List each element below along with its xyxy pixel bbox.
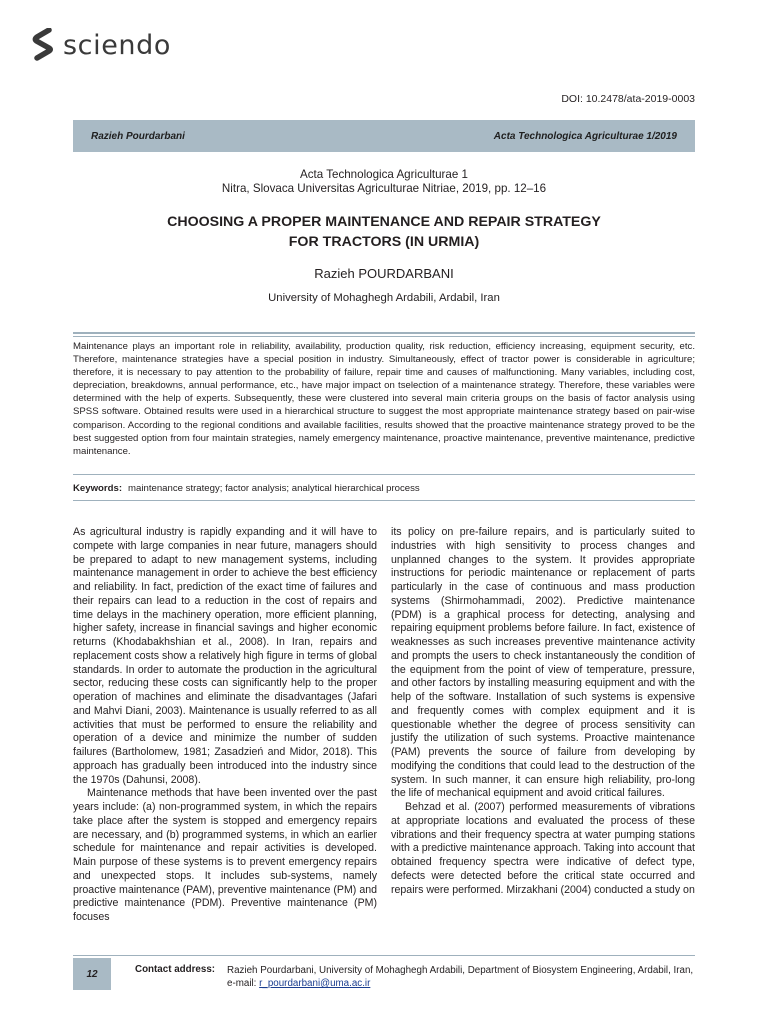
- brand-name: sciendo: [63, 29, 171, 61]
- header-author: Razieh Pourdarbani: [91, 130, 185, 142]
- keywords-text: maintenance strategy; factor analysis; analytical hierarchical process: [128, 483, 420, 494]
- journal-name: Acta Technologica Agriculturae 1: [299, 168, 468, 181]
- contact-address: [227, 964, 695, 990]
- keywords-top-rule: [73, 474, 695, 475]
- keywords-bottom-rule: [73, 500, 695, 501]
- footer-rule: [73, 955, 695, 956]
- body-paragraph: Behzad et al. (2007) performed measurements of vibrations at appropriate locations and evaluated the process of these vibrations and their frequency spectra at water pumping stations with a predictive maintenance approach. Taking into account that obtained frequency spectra were indicative of defect type, defects were detected before the critical state occurred and repairs were performed. Mirzakhani (2004) conducted a study on: [391, 801, 695, 896]
- body-paragraph: As agricultural industry is rapidly expanding and it will have to compete with large companies in near future, managers should be prepared to adapt to new management systems, including maintenance management in order to achieve the best efficiency and reliability. In fact, prediction of the exact time of failures and their repairs can lead to a reduction in the cost of repairs and time delays in the machinery operation, more efficient planning, higher safety, increase in financial savings and higher economic returns (Khodabakhshian et al., 2008). In Iran, repairs and replacement costs show a relatively high figure in terms of global standards. In order to automate the production in the agricultural sector, reducing these costs can significantly help to the proper operation of machines and eliminate the disadvantages (Jafari and Mahvi Diani, 2003). Maintenance is usually referred to as all activities that must be performed to ensure the reliability and operation of a device and minimize the number of sudden failures (Bartholomew, 1981; Zasadzień and Midor, 2018). This approach has gradually been introduced into the industry since the 1970s (Dahunsi, 2008).: [73, 526, 377, 786]
- body-column-left: [73, 526, 377, 925]
- sciendo-logo: [32, 28, 171, 62]
- article-title-line2: FOR TRACTORS (IN URMIA): [288, 234, 480, 250]
- contact-label: Contact address:: [135, 964, 216, 975]
- keywords-label: Keywords:: [73, 483, 123, 494]
- journal-publisher: Nitra, Slovaca Universitas Agriculturae Nitriae, 2019, pp. 12–16: [221, 182, 547, 195]
- contact-text: Razieh Pourdarbani, University of Mohaghegh Ardabili, Department of Biosystem Engineering, Ardabil, Iran, e-mail:: [227, 965, 694, 989]
- abstract-top-rule: [73, 332, 695, 334]
- body-paragraph: its policy on pre-failure repairs, and is particularly suited to industries with high sensitivity to process changes and unplanned changes to the system. It provides appropriate instructions for periodic maintenance or replacement of parts particularly in the case of continuous and mass production systems (Shirmohammadi, 2002). Predictive maintenance (PDM) is a graphical process for detecting, analysing and repairing equipment problems before failure. In fact, existence of weaknesses as such increases preventive maintenance activity and prompts the users to check instantaneously the condition of the equipment from the point of view of temperature, pressure, and other factors by installing measuring equipment and with the help of the software. Installation of such systems is expensive and frequently comes with complex equipment and it is questionable whether the degree of process sensitivity can justify the utilization of such systems. Proactive maintenance (PAM) prevents the source of failure from developing by modifying the conditions that could lead to the destruction of the system. In such manner, it can ensure high reliability, pro-long the life of mechanical equipment and avoid critical failures.: [391, 526, 695, 800]
- contact-email-link[interactable]: r_pourdarbani@uma.ac.ir: [259, 978, 371, 989]
- header-journal: Acta Technologica Agriculturae 1/2019: [493, 130, 677, 142]
- sciendo-logo-icon: [32, 28, 54, 62]
- article-title-line1: CHOOSING A PROPER MAINTENANCE AND REPAIR STRATEGY: [167, 214, 601, 230]
- doi-label: DOI: 10.2478/ata-2019-0003: [561, 93, 695, 105]
- author-affiliation: University of Mohaghegh Ardabili, Ardabil, Iran: [268, 292, 500, 304]
- keywords: [73, 483, 420, 494]
- page-number: 12: [73, 958, 111, 990]
- abstract-text: Maintenance plays an important role in reliability, availability, production quality, risk reduction, efficiency increasing, equipment security, etc. Therefore, maintenance strategies have a special position in industry. Simultaneously, effect of tractor power is considerable in agriculture; therefore, it is necessary to pay attention to the probability of failure, repair time and causes of malfunctioning. Many variables, including cost, depreciation, breakdowns, annual performance, etc., have major impact on tselection of a maintenance strategy. Therefore, these variables were determined with the help of experts. Subsequently, these were clustered into several main criteria groups on the basis of factor analysis using SPSS software. Obtained results were used in a hierarchical structure to suggest the most appropriate maintenance strategy based on pair-wise comparison. According to the regional conditions and available facilities, results showed that the proactive maintenance strategy proved to be the best suggested option from four maintain strategies, namely emergency maintenance, proactive maintenance, preventive maintenance, predictive maintenance.: [73, 341, 695, 457]
- body-paragraph: Maintenance methods that have been invented over the past years include: (a) non-programmed system, in which the repairs take place after the system is stopped and emergency repairs are necessary, and (b) programmed systems, in which an earlier schedule for maintenance and repair activities is developed. Main purpose of these systems is to prevent emergency repairs and unexpected stops. It includes sub-systems, namely proactive maintenance (PAM), preventive maintenance (PM) and predictive maintenance (PDM). Preventive maintenance (PM) focuses: [73, 787, 377, 923]
- body-column-right: [391, 526, 695, 897]
- running-header: [73, 120, 695, 152]
- abstract-top-rule-thin: [73, 336, 695, 337]
- author-name: Razieh POURDARBANI: [314, 266, 454, 281]
